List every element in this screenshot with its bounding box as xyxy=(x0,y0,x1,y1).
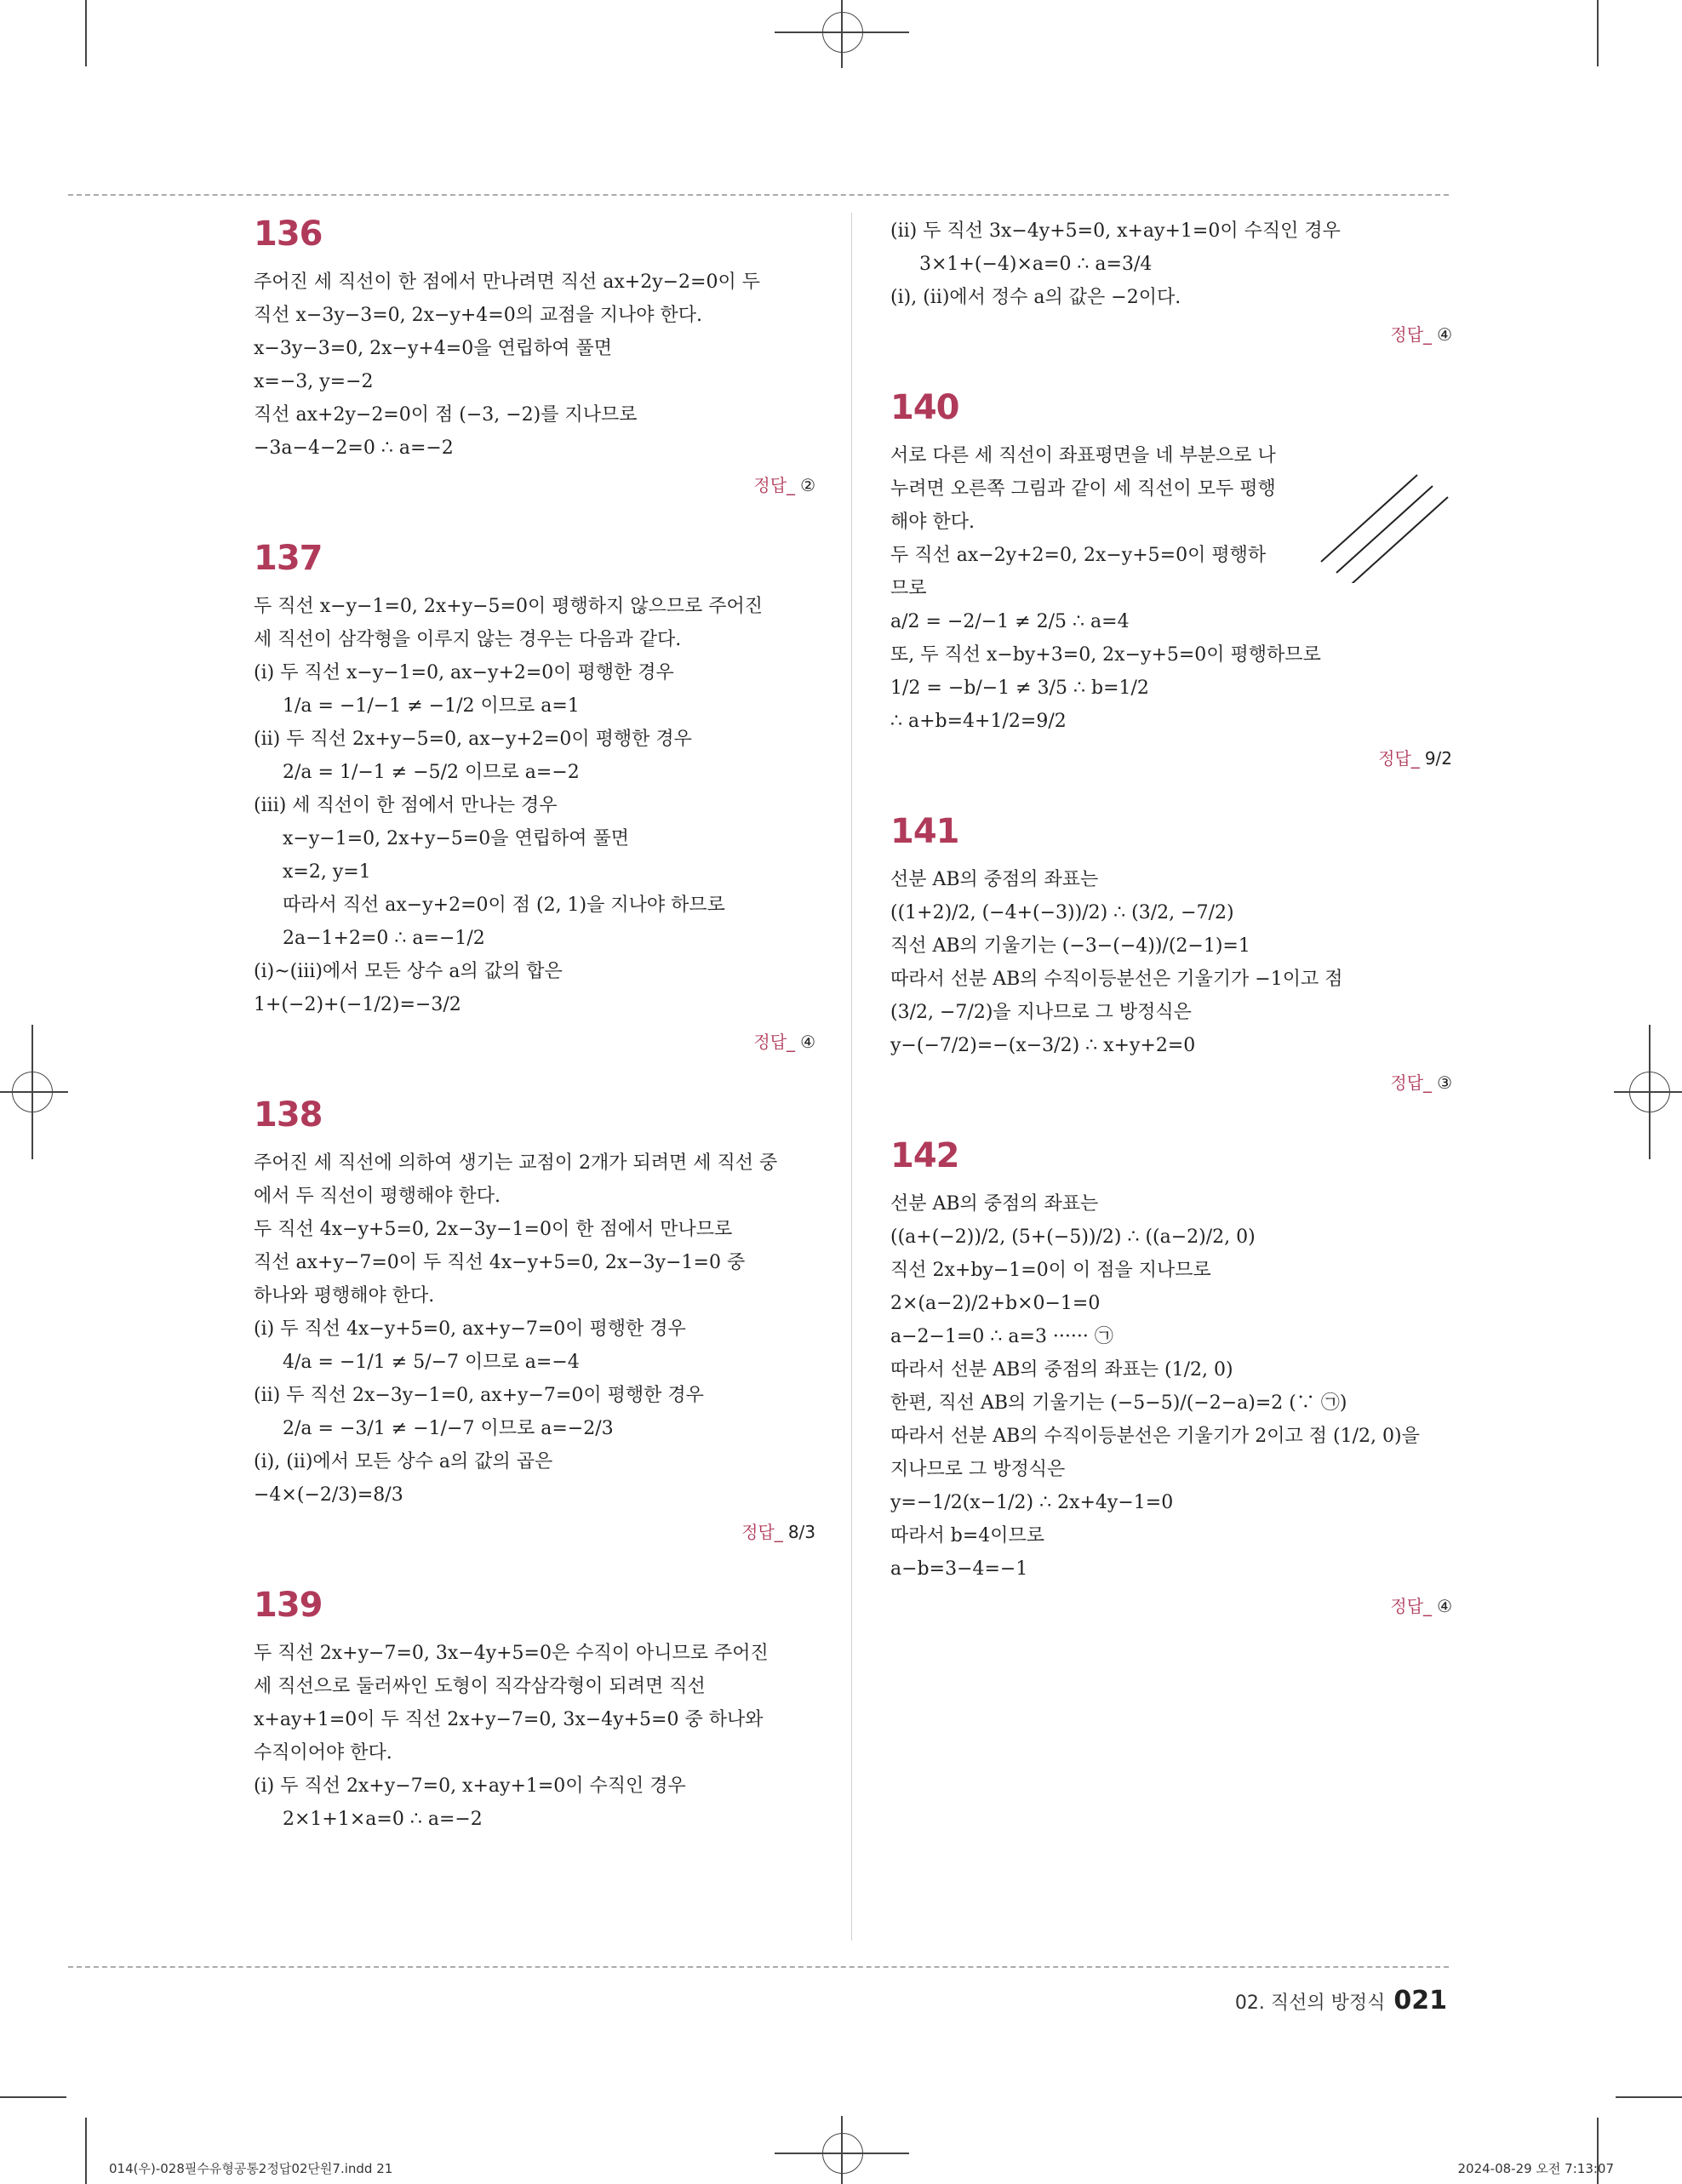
answer-value: ③ xyxy=(1437,1072,1452,1093)
solution-line: (ⅰ) 두 직선 x−y−1=0, ax−y+2=0이 평행한 경우 xyxy=(254,662,674,683)
answer xyxy=(254,1028,815,1053)
solution-line: 2a−1+2=0 ∴ a=−1/2 xyxy=(283,928,485,949)
registration-line-bottom-v xyxy=(841,2116,843,2184)
problem-141 xyxy=(890,812,1452,1094)
solution-line: (ⅰ), (ⅱ)에서 정수 a의 값은 −2이다. xyxy=(890,287,1181,308)
crop-mark-bl-v xyxy=(85,2118,87,2184)
solution-line: 세 직선으로 둘러싸인 도형이 직각삼각형이 되려면 직선 xyxy=(254,1676,706,1697)
answer-value: ④ xyxy=(800,1032,815,1052)
answer-label: 정답_ xyxy=(1378,748,1420,769)
solution-line: 따라서 선분 AB의 중점의 좌표는 (1/2, 0) xyxy=(890,1359,1233,1381)
solution-line: x−3y−3=0, 2x−y+4=0을 연립하여 풀면 xyxy=(254,338,612,359)
answer xyxy=(890,1592,1452,1617)
solution-line: 따라서 직선 ax−y+2=0이 점 (2, 1)을 지나야 하므로 xyxy=(283,895,725,916)
solution-line: ((1+2)/2, (−4+(−3))/2) ∴ (3/2, −7/2) xyxy=(890,902,1234,923)
solution-line: 주어진 세 직선에 의하여 생기는 교점이 2개가 되려면 세 직선 중 xyxy=(254,1152,778,1174)
solution-line: 선분 AB의 중점의 좌표는 xyxy=(890,1193,1099,1215)
answer xyxy=(254,472,815,496)
solution-line: 주어진 세 직선이 한 점에서 만나려면 직선 ax+2y−2=0이 두 xyxy=(254,272,760,293)
page-number: 021 xyxy=(1393,1986,1447,2015)
solution-line: (ⅰ), (ⅱ)에서 모든 상수 a의 값의 곱은 xyxy=(254,1451,553,1472)
problem-136 xyxy=(254,214,815,496)
solution-line: 므로 xyxy=(890,578,927,599)
solution-line: 직선 ax+2y−2=0이 점 (−3, −2)를 지나므로 xyxy=(254,404,638,426)
registration-line-left-v xyxy=(31,1025,33,1159)
solution-line: (3/2, −7/2)을 지나므로 그 방정식은 xyxy=(890,1002,1192,1023)
solution-line: 해야 한다. xyxy=(890,512,975,533)
parallel-line-2 xyxy=(1336,486,1433,573)
answer-label: 정답_ xyxy=(753,1032,796,1052)
answer-value: ④ xyxy=(1437,324,1452,345)
solution-line: 2/a = −3/1 ≠ −1/−7 이므로 a=−2/3 xyxy=(283,1418,614,1439)
answer-label: 정답_ xyxy=(1390,1596,1433,1616)
problem-139 xyxy=(254,1586,815,1836)
solution-line: (ⅱ) 두 직선 2x+y−5=0, ax−y+2=0이 평행한 경우 xyxy=(254,729,692,750)
solution-line: x−y−1=0, 2x+y−5=0을 연립하여 풀면 xyxy=(283,828,629,849)
problem-142 xyxy=(890,1136,1452,1617)
solution-line: 세 직선이 삼각형을 이루지 않는 경우는 다음과 같다. xyxy=(254,629,682,650)
solution-line: 두 직선 4x−y+5=0, 2x−3y−1=0이 한 점에서 만나므로 xyxy=(254,1219,733,1240)
answer xyxy=(890,1069,1452,1094)
left-column xyxy=(254,214,815,1836)
page-footer xyxy=(1235,1986,1447,2015)
parallel-lines-figure xyxy=(1319,472,1456,583)
answer-label: 정답_ xyxy=(753,475,796,495)
solution-line: x+ay+1=0이 두 직선 2x+y−7=0, 3x−4y+5=0 중 하나와 xyxy=(254,1709,764,1730)
registration-line-right-v xyxy=(1649,1025,1651,1159)
solution-line: 선분 AB의 중점의 좌표는 xyxy=(890,869,1099,890)
solution-line: 1+(−2)+(−1/2)=−3/2 xyxy=(254,994,461,1015)
solution-line: 두 직선 2x+y−7=0, 3x−4y+5=0은 수직이 아니므로 주어진 xyxy=(254,1643,769,1664)
solution-line: a−b=3−4=−1 xyxy=(890,1558,1028,1580)
top-dashed-rule xyxy=(68,194,1449,196)
solution-line: 2×1+1×a=0 ∴ a=−2 xyxy=(283,1809,483,1830)
solution-line: 따라서 b=4이므로 xyxy=(890,1525,1045,1547)
solution-line: 한편, 직선 AB의 기울기는 (−5−5)/(−2−a)=2 (∵ ㉠) xyxy=(890,1392,1347,1414)
chapter-title: 02. 직선의 방정식 xyxy=(1234,1992,1386,2014)
bottom-dashed-rule xyxy=(68,1966,1449,1968)
problem-number: 141 xyxy=(890,812,959,851)
answer xyxy=(890,745,1452,769)
solution-line: a−2−1=0 ∴ a=3 ······ ㉠ xyxy=(890,1326,1113,1347)
solution-line: 서로 다른 세 직선이 좌표평면을 네 부분으로 나 xyxy=(890,445,1276,466)
solution-line: 두 직선 ax−2y+2=0, 2x−y+5=0이 평행하 xyxy=(890,545,1267,566)
problem-138 xyxy=(254,1095,815,1543)
problem-number: 138 xyxy=(254,1095,323,1135)
registration-line-top-v xyxy=(841,0,843,68)
solution-line: (ⅲ) 세 직선이 한 점에서 만나는 경우 xyxy=(254,795,558,816)
solution-line: 에서 두 직선이 평행해야 한다. xyxy=(254,1186,501,1207)
solution-line: 2/a = 1/−1 ≠ −5/2 이므로 a=−2 xyxy=(283,762,580,783)
registration-line-right-h xyxy=(1614,1091,1682,1093)
solution-line: (ⅰ)~(ⅲ)에서 모든 상수 a의 값의 합은 xyxy=(254,961,563,982)
solution-line: (ⅱ) 두 직선 3x−4y+5=0, x+ay+1=0이 수직인 경우 xyxy=(890,220,1341,242)
solution-line: a/2 = −2/−1 ≠ 2/5 ∴ a=4 xyxy=(890,611,1130,632)
right-column xyxy=(890,214,1452,1617)
problem-number: 136 xyxy=(254,214,323,254)
solution-line: 두 직선 x−y−1=0, 2x+y−5=0이 평행하지 않으므로 주어진 xyxy=(254,596,763,617)
answer-label: 정답_ xyxy=(741,1522,783,1542)
solution-line: 직선 ax+y−7=0이 두 직선 4x−y+5=0, 2x−3y−1=0 중 xyxy=(254,1252,746,1273)
solution-line: 직선 2x+by−1=0이 이 점을 지나므로 xyxy=(890,1260,1211,1281)
solution-line: 누려면 오른쪽 그림과 같이 세 직선이 모두 평행 xyxy=(890,478,1276,500)
solution-line: 지나므로 그 방정식은 xyxy=(890,1459,1066,1480)
problem-137 xyxy=(254,539,815,1053)
solution-line: 하나와 평행해야 한다. xyxy=(254,1285,435,1306)
parallel-line-1 xyxy=(1321,475,1417,562)
problem-number: 140 xyxy=(890,388,959,427)
crop-mark-tr-v xyxy=(1597,0,1599,66)
solution-line: y=−1/2(x−1/2) ∴ 2x+4y−1=0 xyxy=(890,1492,1174,1513)
answer-label: 정답_ xyxy=(1390,324,1433,345)
problem-number: 137 xyxy=(254,539,323,578)
slug-timestamp: 2024-08-29 오전 7:13:07 xyxy=(1457,2161,1614,2176)
slug-filename: 014(우)-028필수유형공통2정답02단원7.indd 21 xyxy=(109,2161,393,2176)
solution-line: 1/2 = −b/−1 ≠ 3/5 ∴ b=1/2 xyxy=(890,677,1149,699)
solution-line: x=2, y=1 xyxy=(283,861,371,883)
solution-line: 따라서 선분 AB의 수직이등분선은 기울기가 2이고 점 (1/2, 0)을 xyxy=(890,1426,1420,1447)
crop-mark-bl-h xyxy=(0,2096,66,2098)
solution-line: y−(−7/2)=−(x−3/2) ∴ x+y+2=0 xyxy=(890,1035,1196,1056)
parallel-line-3 xyxy=(1352,497,1448,583)
solution-line: (ⅰ) 두 직선 2x+y−7=0, x+ay+1=0이 수직인 경우 xyxy=(254,1775,686,1797)
solution-line: 1/a = −1/−1 ≠ −1/2 이므로 a=1 xyxy=(283,695,580,717)
solution-line: 2×(a−2)/2+b×0−1=0 xyxy=(890,1293,1101,1314)
solution-line: 직선 AB의 기울기는 (−3−(−4))/(2−1)=1 xyxy=(890,935,1250,957)
solution-line: 수직이어야 한다. xyxy=(254,1742,392,1764)
solution-line: ∴ a+b=4+1/2=9/2 xyxy=(890,711,1067,732)
problem-number: 139 xyxy=(254,1586,323,1625)
answer xyxy=(890,321,1452,346)
solution-line: 직선 x−3y−3=0, 2x−y+4=0의 교점을 지나야 한다. xyxy=(254,305,702,326)
solution-line: ((a+(−2))/2, (5+(−5))/2) ∴ ((a−2)/2, 0) xyxy=(890,1226,1256,1248)
answer-value: 8/3 xyxy=(787,1522,815,1542)
answer-value: ② xyxy=(800,475,815,495)
answer-value: ④ xyxy=(1437,1596,1452,1616)
solution-line: (ⅰ) 두 직선 4x−y+5=0, ax+y−7=0이 평행한 경우 xyxy=(254,1318,686,1340)
solution-line: −3a−4−2=0 ∴ a=−2 xyxy=(254,437,454,459)
column-divider xyxy=(851,213,852,1941)
solution-line: 4/a = −1/1 ≠ 5/−7 이므로 a=−4 xyxy=(283,1352,580,1373)
crop-mark-tl-v xyxy=(85,0,87,66)
solution-line: −4×(−2/3)=8/3 xyxy=(254,1484,403,1506)
answer-label: 정답_ xyxy=(1390,1072,1433,1093)
answer xyxy=(254,1518,815,1543)
solution-line: 또, 두 직선 x−by+3=0, 2x−y+5=0이 평행하므로 xyxy=(890,644,1321,666)
problem-number: 142 xyxy=(890,1136,959,1175)
solution-line: (ⅱ) 두 직선 2x−3y−1=0, ax+y−7=0이 평행한 경우 xyxy=(254,1385,704,1406)
problem-139-continued xyxy=(890,214,1452,346)
answer-value: 9/2 xyxy=(1424,748,1452,769)
solution-line: x=−3, y=−2 xyxy=(254,371,374,392)
registration-line-left-h xyxy=(0,1091,68,1093)
solution-line: 따라서 선분 AB의 수직이등분선은 기울기가 −1이고 점 xyxy=(890,969,1343,990)
crop-mark-br-h xyxy=(1616,2096,1682,2098)
solution-line: 3×1+(−4)×a=0 ∴ a=3/4 xyxy=(919,254,1153,275)
